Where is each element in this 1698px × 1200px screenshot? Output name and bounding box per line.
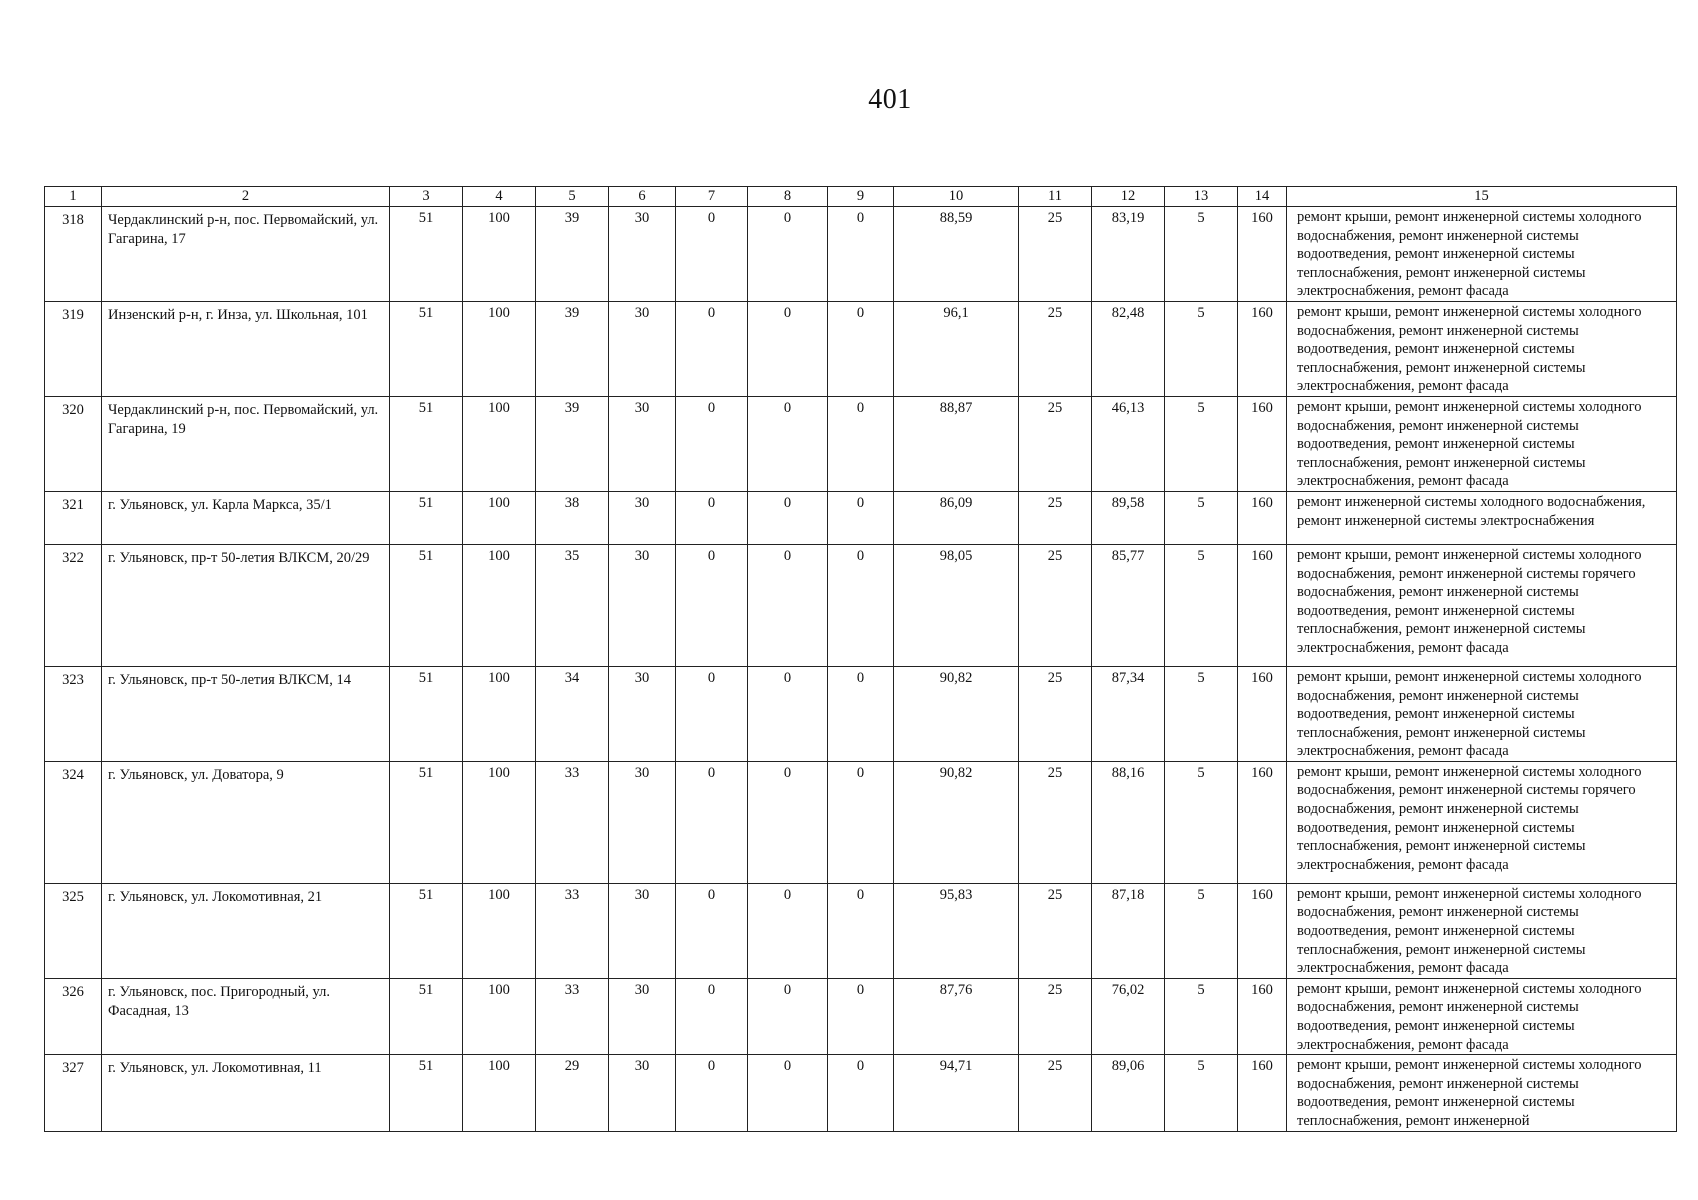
table-row <box>45 544 1677 666</box>
cell-col-10: 94,71 <box>894 1055 1019 1131</box>
cell-col-5: 34 <box>536 666 609 761</box>
cell-row-number: 325 <box>45 883 102 978</box>
cell-col-4: 100 <box>463 883 536 978</box>
column-header-1: 1 <box>45 187 102 207</box>
cell-address: г. Ульяновск, ул. Локомотивная, 21 <box>102 883 390 978</box>
cell-col-10: 90,82 <box>894 761 1019 883</box>
column-header-13: 13 <box>1165 187 1238 207</box>
cell-col-8: 0 <box>748 883 828 978</box>
cell-col-6: 30 <box>609 1055 676 1131</box>
cell-col-8: 0 <box>748 978 828 1054</box>
cell-repair-works: ремонт крыши, ремонт инженерной системы холодного водоснабжения, ремонт инженерной системы водоотведения, ремонт инженерной системы теплоснабжения, ремонт инженерной системы электроснабжения, ремонт фасада <box>1287 666 1677 761</box>
cell-col-3: 51 <box>390 666 463 761</box>
cell-col-8: 0 <box>748 666 828 761</box>
column-header-9: 9 <box>828 187 894 207</box>
cell-row-number: 320 <box>45 396 102 491</box>
cell-col-10: 88,59 <box>894 207 1019 302</box>
column-header-7: 7 <box>676 187 748 207</box>
cell-col-4: 100 <box>463 666 536 761</box>
cell-col-13: 5 <box>1165 761 1238 883</box>
cell-row-number: 318 <box>45 207 102 302</box>
cell-col-10: 90,82 <box>894 666 1019 761</box>
cell-col-11: 25 <box>1019 207 1092 302</box>
cell-col-3: 51 <box>390 396 463 491</box>
cell-repair-works: ремонт крыши, ремонт инженерной системы холодного водоснабжения, ремонт инженерной системы горячего водоснабжения, ремонт инженерной системы водоотведения, ремонт инженерной системы теплоснабжения, ремонт инженерной системы электроснабжения, ремонт фасада <box>1287 544 1677 666</box>
cell-col-6: 30 <box>609 978 676 1054</box>
cell-col-14: 160 <box>1238 207 1287 302</box>
cell-col-10: 87,76 <box>894 978 1019 1054</box>
cell-col-6: 30 <box>609 883 676 978</box>
cell-row-number: 327 <box>45 1055 102 1131</box>
cell-col-7: 0 <box>676 1055 748 1131</box>
cell-col-3: 51 <box>390 491 463 544</box>
cell-row-number: 322 <box>45 544 102 666</box>
cell-col-6: 30 <box>609 666 676 761</box>
cell-col-8: 0 <box>748 1055 828 1131</box>
cell-address: г. Ульяновск, ул. Локомотивная, 11 <box>102 1055 390 1131</box>
cell-col-7: 0 <box>676 761 748 883</box>
cell-col-10: 86,09 <box>894 491 1019 544</box>
cell-col-11: 25 <box>1019 883 1092 978</box>
cell-col-11: 25 <box>1019 978 1092 1054</box>
cell-col-6: 30 <box>609 491 676 544</box>
cell-col-9: 0 <box>828 978 894 1054</box>
cell-col-3: 51 <box>390 883 463 978</box>
table-row <box>45 883 1677 978</box>
cell-col-14: 160 <box>1238 761 1287 883</box>
cell-col-9: 0 <box>828 761 894 883</box>
table-row <box>45 1055 1677 1131</box>
cell-col-12: 89,58 <box>1092 491 1165 544</box>
cell-col-4: 100 <box>463 396 536 491</box>
cell-col-12: 83,19 <box>1092 207 1165 302</box>
table-body <box>45 207 1677 1132</box>
repair-register-table <box>44 186 1677 1132</box>
cell-col-5: 39 <box>536 301 609 396</box>
cell-col-6: 30 <box>609 301 676 396</box>
cell-col-4: 100 <box>463 1055 536 1131</box>
cell-col-6: 30 <box>609 761 676 883</box>
cell-col-12: 85,77 <box>1092 544 1165 666</box>
cell-col-12: 46,13 <box>1092 396 1165 491</box>
cell-col-7: 0 <box>676 544 748 666</box>
cell-col-14: 160 <box>1238 978 1287 1054</box>
cell-repair-works: ремонт крыши, ремонт инженерной системы холодного водоснабжения, ремонт инженерной системы водоотведения, ремонт инженерной системы электроснабжения, ремонт фасада <box>1287 978 1677 1054</box>
column-header-4: 4 <box>463 187 536 207</box>
cell-col-12: 82,48 <box>1092 301 1165 396</box>
cell-col-4: 100 <box>463 978 536 1054</box>
cell-col-3: 51 <box>390 761 463 883</box>
cell-col-5: 29 <box>536 1055 609 1131</box>
cell-col-14: 160 <box>1238 883 1287 978</box>
cell-col-9: 0 <box>828 544 894 666</box>
cell-col-14: 160 <box>1238 491 1287 544</box>
table-row <box>45 666 1677 761</box>
cell-col-3: 51 <box>390 978 463 1054</box>
cell-repair-works: ремонт инженерной системы холодного водоснабжения, ремонт инженерной системы электроснабжения <box>1287 491 1677 544</box>
cell-col-12: 87,34 <box>1092 666 1165 761</box>
cell-col-11: 25 <box>1019 396 1092 491</box>
cell-col-9: 0 <box>828 666 894 761</box>
cell-col-14: 160 <box>1238 666 1287 761</box>
column-header-11: 11 <box>1019 187 1092 207</box>
cell-address: Чердаклинский р-н, пос. Первомайский, ул. Гагарина, 17 <box>102 207 390 302</box>
cell-row-number: 324 <box>45 761 102 883</box>
cell-col-9: 0 <box>828 207 894 302</box>
table-row <box>45 396 1677 491</box>
cell-row-number: 319 <box>45 301 102 396</box>
cell-col-7: 0 <box>676 207 748 302</box>
cell-col-10: 95,83 <box>894 883 1019 978</box>
cell-col-13: 5 <box>1165 978 1238 1054</box>
cell-repair-works: ремонт крыши, ремонт инженерной системы холодного водоснабжения, ремонт инженерной системы горячего водоснабжения, ремонт инженерной системы водоотведения, ремонт инженерной системы теплоснабжения, ремонт инженерной системы электроснабжения, ремонт фасада <box>1287 761 1677 883</box>
table-row <box>45 207 1677 302</box>
cell-col-13: 5 <box>1165 666 1238 761</box>
cell-col-9: 0 <box>828 396 894 491</box>
cell-col-11: 25 <box>1019 1055 1092 1131</box>
cell-col-8: 0 <box>748 761 828 883</box>
cell-col-6: 30 <box>609 207 676 302</box>
table-row <box>45 491 1677 544</box>
cell-col-14: 160 <box>1238 396 1287 491</box>
header-row <box>45 187 1677 207</box>
cell-col-10: 96,1 <box>894 301 1019 396</box>
cell-col-10: 88,87 <box>894 396 1019 491</box>
cell-row-number: 326 <box>45 978 102 1054</box>
cell-col-13: 5 <box>1165 1055 1238 1131</box>
cell-col-9: 0 <box>828 301 894 396</box>
cell-col-5: 35 <box>536 544 609 666</box>
cell-repair-works: ремонт крыши, ремонт инженерной системы холодного водоснабжения, ремонт инженерной системы водоотведения, ремонт инженерной системы теплоснабжения, ремонт инженерной системы электроснабжения, ремонт фасада <box>1287 207 1677 302</box>
column-header-10: 10 <box>894 187 1019 207</box>
cell-col-13: 5 <box>1165 396 1238 491</box>
cell-col-5: 33 <box>536 883 609 978</box>
cell-address: г. Ульяновск, пос. Пригородный, ул. Фасадная, 13 <box>102 978 390 1054</box>
cell-col-4: 100 <box>463 544 536 666</box>
cell-col-11: 25 <box>1019 666 1092 761</box>
cell-col-7: 0 <box>676 396 748 491</box>
cell-col-14: 160 <box>1238 544 1287 666</box>
cell-col-12: 88,16 <box>1092 761 1165 883</box>
table-row <box>45 978 1677 1054</box>
cell-col-3: 51 <box>390 301 463 396</box>
table-row <box>45 761 1677 883</box>
cell-row-number: 323 <box>45 666 102 761</box>
cell-col-7: 0 <box>676 301 748 396</box>
cell-col-7: 0 <box>676 883 748 978</box>
cell-col-8: 0 <box>748 396 828 491</box>
cell-address: г. Ульяновск, пр-т 50-летия ВЛКСМ, 14 <box>102 666 390 761</box>
cell-col-9: 0 <box>828 491 894 544</box>
cell-col-4: 100 <box>463 491 536 544</box>
cell-col-5: 39 <box>536 207 609 302</box>
cell-col-3: 51 <box>390 544 463 666</box>
cell-address: Чердаклинский р-н, пос. Первомайский, ул. Гагарина, 19 <box>102 396 390 491</box>
cell-repair-works: ремонт крыши, ремонт инженерной системы холодного водоснабжения, ремонт инженерной системы водоотведения, ремонт инженерной системы теплоснабжения, ремонт инженерной <box>1287 1055 1677 1131</box>
cell-col-13: 5 <box>1165 301 1238 396</box>
cell-col-8: 0 <box>748 207 828 302</box>
cell-address: Инзенский р-н, г. Инза, ул. Школьная, 101 <box>102 301 390 396</box>
cell-col-7: 0 <box>676 491 748 544</box>
cell-col-12: 76,02 <box>1092 978 1165 1054</box>
table-row <box>45 301 1677 396</box>
cell-address: г. Ульяновск, пр-т 50-летия ВЛКСМ, 20/29 <box>102 544 390 666</box>
cell-col-6: 30 <box>609 544 676 666</box>
cell-col-4: 100 <box>463 207 536 302</box>
cell-col-13: 5 <box>1165 207 1238 302</box>
cell-repair-works: ремонт крыши, ремонт инженерной системы холодного водоснабжения, ремонт инженерной системы водоотведения, ремонт инженерной системы теплоснабжения, ремонт инженерной системы электроснабжения, ремонт фасада <box>1287 883 1677 978</box>
column-header-8: 8 <box>748 187 828 207</box>
cell-col-8: 0 <box>748 544 828 666</box>
cell-address: г. Ульяновск, ул. Карла Маркса, 35/1 <box>102 491 390 544</box>
cell-repair-works: ремонт крыши, ремонт инженерной системы холодного водоснабжения, ремонт инженерной системы водоотведения, ремонт инженерной системы теплоснабжения, ремонт инженерной системы электроснабжения, ремонт фасада <box>1287 301 1677 396</box>
cell-col-9: 0 <box>828 883 894 978</box>
column-header-12: 12 <box>1092 187 1165 207</box>
cell-col-11: 25 <box>1019 491 1092 544</box>
cell-col-3: 51 <box>390 207 463 302</box>
cell-col-13: 5 <box>1165 491 1238 544</box>
cell-col-14: 160 <box>1238 1055 1287 1131</box>
cell-col-4: 100 <box>463 301 536 396</box>
column-header-3: 3 <box>390 187 463 207</box>
cell-col-11: 25 <box>1019 301 1092 396</box>
cell-col-6: 30 <box>609 396 676 491</box>
cell-col-13: 5 <box>1165 883 1238 978</box>
cell-col-8: 0 <box>748 301 828 396</box>
cell-address: г. Ульяновск, ул. Доватора, 9 <box>102 761 390 883</box>
cell-row-number: 321 <box>45 491 102 544</box>
table-header <box>45 187 1677 207</box>
cell-col-11: 25 <box>1019 544 1092 666</box>
cell-col-9: 0 <box>828 1055 894 1131</box>
cell-col-5: 38 <box>536 491 609 544</box>
cell-col-13: 5 <box>1165 544 1238 666</box>
column-header-14: 14 <box>1238 187 1287 207</box>
cell-col-8: 0 <box>748 491 828 544</box>
cell-col-7: 0 <box>676 666 748 761</box>
cell-col-3: 51 <box>390 1055 463 1131</box>
column-header-6: 6 <box>609 187 676 207</box>
cell-col-12: 89,06 <box>1092 1055 1165 1131</box>
column-header-2: 2 <box>102 187 390 207</box>
cell-col-7: 0 <box>676 978 748 1054</box>
cell-col-10: 98,05 <box>894 544 1019 666</box>
cell-repair-works: ремонт крыши, ремонт инженерной системы холодного водоснабжения, ремонт инженерной системы водоотведения, ремонт инженерной системы теплоснабжения, ремонт инженерной системы электроснабжения, ремонт фасада <box>1287 396 1677 491</box>
cell-col-5: 33 <box>536 761 609 883</box>
page-number: 401 <box>868 84 912 115</box>
cell-col-14: 160 <box>1238 301 1287 396</box>
column-header-5: 5 <box>536 187 609 207</box>
cell-col-5: 33 <box>536 978 609 1054</box>
cell-col-4: 100 <box>463 761 536 883</box>
cell-col-5: 39 <box>536 396 609 491</box>
cell-col-11: 25 <box>1019 761 1092 883</box>
cell-col-12: 87,18 <box>1092 883 1165 978</box>
column-header-15: 15 <box>1287 187 1677 207</box>
